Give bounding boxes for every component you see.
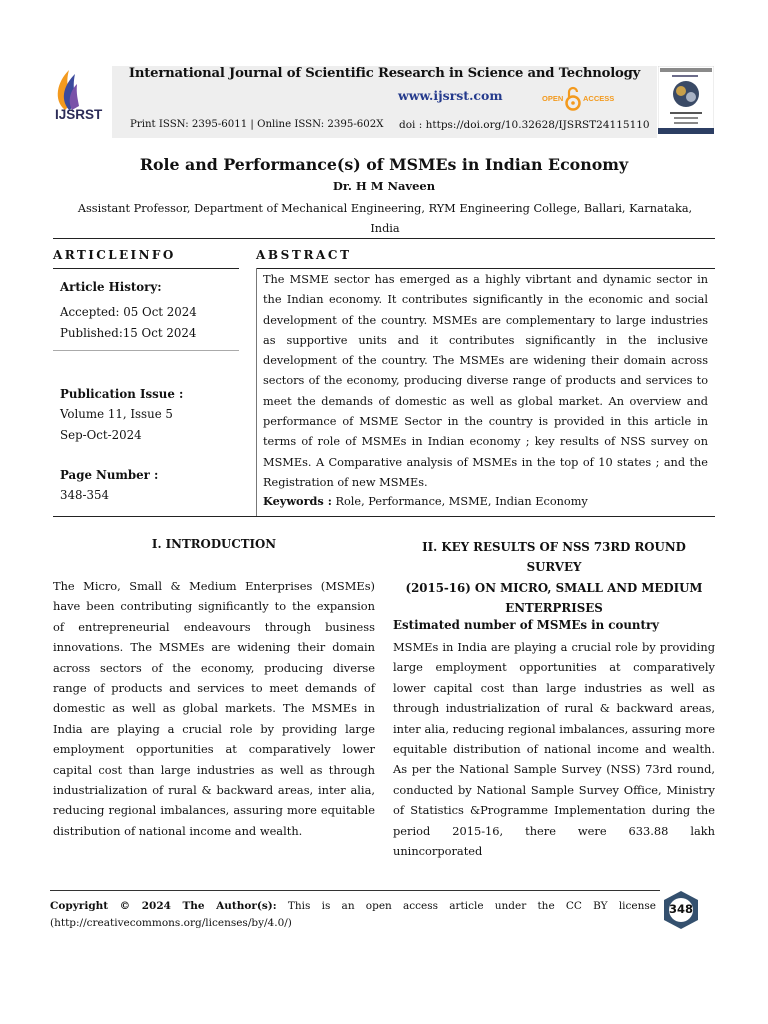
copyright-label: Copyright © 2024 The Author(s): bbox=[50, 900, 277, 912]
article-history-label: Article History: bbox=[60, 280, 162, 294]
introduction-text: The Micro, Small & Medium Enterprises (MSMEs) have been contributing significantly to the expansion of entrepreneurial endeavours through business innovations. The MSMEs are widening their domain across sectors of the economy, producing diverse range of products and services to meet demands of domestic as well as global markets. The MSMEs in India are playing a crucial role by providing large employment opportunities at comparatively lower capital cost than large industries as well as through industrialization of rural & backward areas, inter alia, reducing regional imbalances, assuring more equitable distribution of national income and wealth. bbox=[53, 579, 375, 838]
abstract-text: The MSME sector has emerged as a highly vibrtant and dynamic sector in the Indian economy. It contributes significantly in the economic and social development of the country. MSMEs are complementary to large industries as supportive units and it contributes significantly in the inclusive development of the country. The MSMEs are widening their domain across sectors of the economy, producing diverse range of products and services to meet the demands of domestic as well as global market. An overview and performance of MSME Sector in the country is provided in this article in terms of role of MSMEs in Indian economy ; key results of NSS survey on MSMEs. A Comparative analysis of MSMEs in the top of 10 states ; and the Registration of new MSMEs. bbox=[263, 273, 708, 489]
journal-url-link[interactable]: www.ijsrst.com bbox=[398, 88, 503, 103]
published-date: Published:15 Oct 2024 bbox=[60, 326, 197, 340]
issue-period: Sep-Oct-2024 bbox=[60, 428, 142, 442]
keywords-label: Keywords : bbox=[263, 494, 332, 508]
open-access-badge bbox=[542, 86, 622, 114]
access-label: ACCESS bbox=[583, 94, 615, 103]
publication-issue-label: Publication Issue : bbox=[60, 387, 184, 401]
author-name: Dr. H M Naveen bbox=[332, 179, 436, 193]
doi-link[interactable]: doi : https://doi.org/10.32628/IJSRST24115110 bbox=[399, 119, 650, 131]
journal-title: International Journal of Scientific Research in Science and Technology bbox=[128, 66, 641, 81]
volume-issue: Volume 11, Issue 5 bbox=[60, 407, 173, 421]
journal-cover-image bbox=[658, 66, 714, 134]
keywords-line bbox=[263, 494, 588, 508]
page-number: 348 bbox=[668, 902, 693, 916]
abstract-heading: ABSTRACT bbox=[256, 248, 352, 262]
cover-image-icon bbox=[658, 66, 714, 134]
divider-article-info bbox=[53, 268, 239, 269]
divider-history bbox=[53, 350, 239, 351]
keywords-list: Role, Performance, MSME, Indian Economy bbox=[331, 495, 588, 508]
license-text: This is an open access article under the CC BY license (http://creativecommons.org/licenses/by/4.0/) bbox=[50, 900, 656, 929]
subheading-msme-count: Estimated number of MSMEs in country bbox=[393, 618, 660, 632]
footer-divider bbox=[50, 890, 660, 891]
open-label: OPEN bbox=[542, 94, 564, 103]
page-range: 348-354 bbox=[60, 488, 110, 502]
page-number-badge bbox=[661, 890, 701, 930]
issn-text: Print ISSN: 2395-6011 | Online ISSN: 2395-602X bbox=[130, 119, 384, 130]
divider-bottom bbox=[53, 516, 715, 517]
paper-title: Role and Performance(s) of MSMEs in Indian Economy bbox=[139, 155, 629, 174]
page-number-label: Page Number : bbox=[60, 468, 159, 482]
article-info-heading: ARTICLEINFO bbox=[53, 248, 176, 262]
logo-text: IJSRST bbox=[55, 107, 103, 122]
divider-abstract bbox=[256, 268, 715, 269]
section-introduction-title: I. INTRODUCTION bbox=[151, 537, 277, 551]
abstract-box-left-border bbox=[256, 268, 257, 516]
section-title-line-2: (2015-16) ON MICRO, SMALL AND MEDIUM bbox=[405, 580, 703, 595]
section-title-line-1: II. KEY RESULTS OF NSS 73RD ROUND SURVEY bbox=[422, 540, 686, 575]
accepted-date: Accepted: 05 Oct 2024 bbox=[60, 305, 197, 319]
section-title-line-3: ENTERPRISES bbox=[505, 601, 603, 616]
author-affiliation: Assistant Professor, Department of Mechanical Engineering, RYM Engineering College, Ballari, Karnataka, India bbox=[77, 202, 693, 235]
footer-copyright bbox=[50, 898, 656, 932]
section-key-results-title bbox=[393, 537, 715, 619]
key-results-text: MSMEs in India are playing a crucial role by providing large employment opportunities at comparatively lower capital cost than large industries as well as through industrialization of rural & backward areas, inter alia, reducing regional imbalances, assuring more equitable distribution of national income and wealth. As per the National Sample Survey (NSS) 73rd round, conducted by National Sample Survey Office, Ministry of Statistics &Programme Implementation during the period 2015-16, there were 633.88 lakh unincorporated bbox=[393, 640, 715, 859]
open-lock-icon bbox=[565, 86, 581, 112]
journal-logo bbox=[45, 66, 111, 128]
divider-top bbox=[53, 238, 715, 239]
